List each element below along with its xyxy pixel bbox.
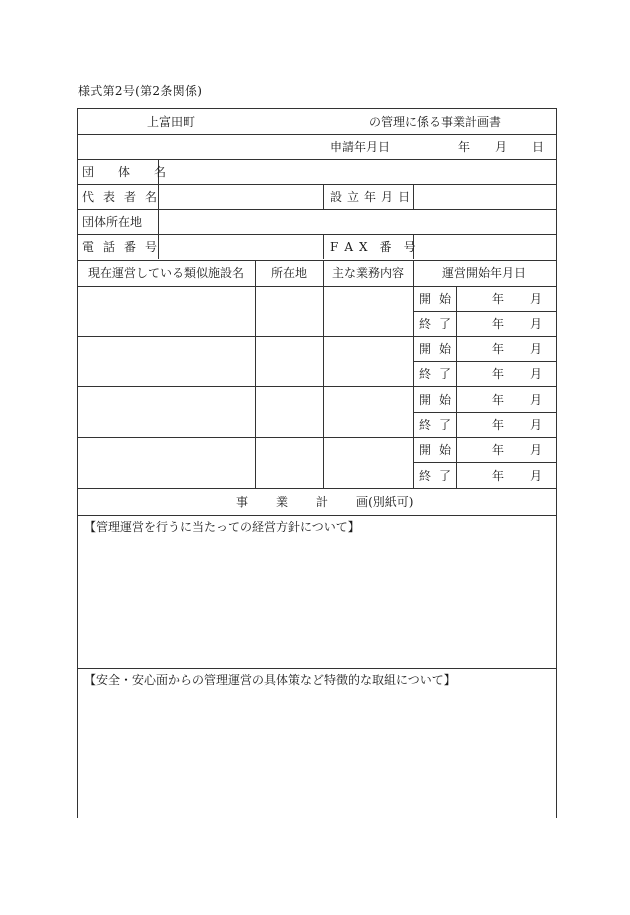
end-date-input[interactable] [457,463,556,487]
month-label: 月 [530,443,543,457]
year-label: 年 [492,292,505,306]
divider [323,234,324,259]
start-label: 開 始 [419,393,452,407]
facility-name-input[interactable] [79,438,254,487]
divider [78,260,556,261]
management-policy-input[interactable] [80,539,554,665]
location-header: 所在地 [270,266,308,280]
application-date-label: 申請年月日 [330,140,391,154]
facility-location-input[interactable] [256,438,322,487]
org-address-label: 団体所在地 [82,215,143,229]
phone-input[interactable] [159,235,322,259]
start-date-input[interactable] [457,387,556,411]
phone-label: 電 話 番 号 [82,240,158,254]
month-label: 月 [530,367,543,381]
facility-business-input[interactable] [324,337,412,385]
facility-name-input[interactable] [79,337,254,385]
org-name-input[interactable] [159,160,556,183]
year-label: 年 [492,469,505,483]
facility-location-input[interactable] [256,287,322,335]
management-policy-heading: 【管理運営を行うに当たっての経営方針について】 [84,520,360,534]
operation-period-header: 運営開始年月日 [441,266,527,280]
start-date-input[interactable] [457,287,556,310]
start-date-input[interactable] [457,438,556,461]
facility-name-input[interactable] [79,387,254,436]
start-date-input[interactable] [457,337,556,360]
month-label: 月 [530,393,543,407]
end-label: 終 了 [419,418,452,432]
year-label: 年 [492,342,505,356]
facility-business-input[interactable] [324,438,412,487]
safety-initiatives-heading: 【安全・安心面からの管理運営の具体策など特徴的な取組について】 [84,673,456,687]
divider [78,488,556,489]
facility-business-input[interactable] [324,287,412,335]
facility-location-input[interactable] [256,337,322,385]
year-label: 年 [492,317,505,331]
start-label: 開 始 [419,342,452,356]
end-label: 終 了 [419,317,452,331]
safety-initiatives-input[interactable] [80,692,554,817]
month-label: 月 [495,140,508,154]
document-title: の管理に係る事業計画書 [368,115,502,129]
month-label: 月 [530,342,543,356]
month-label: 月 [530,469,543,483]
end-label: 終 了 [419,367,452,381]
divider [413,260,414,488]
divider [78,668,556,669]
year-label: 年 [492,393,505,407]
start-label: 開 始 [419,292,452,306]
form-number: 様式第2号(第2条関係) [78,84,203,98]
town-name: 上富田町 [146,115,196,129]
business-plan-form [77,108,557,818]
org-address-input[interactable] [159,210,556,233]
month-label: 月 [530,418,543,432]
end-date-input[interactable] [457,312,556,335]
month-label: 月 [530,317,543,331]
end-label: 終 了 [419,469,452,483]
divider [78,134,556,135]
day-label: 日 [532,140,545,154]
year-label: 年 [492,443,505,457]
established-date-input[interactable] [414,185,556,208]
facility-name-input[interactable] [79,287,254,335]
end-date-input[interactable] [457,362,556,385]
year-label: 年 [458,140,471,154]
facility-location-input[interactable] [256,387,322,436]
business-plan-heading: 事 業 計 画(別紙可) [236,495,414,509]
divider [323,184,324,209]
org-name-label: 団 体 名 [82,165,167,179]
representative-input[interactable] [159,185,322,208]
main-business-header: 主な業務内容 [331,266,405,280]
divider [78,515,556,516]
start-label: 開 始 [419,443,452,457]
facility-business-input[interactable] [324,387,412,436]
fax-input[interactable] [414,235,556,259]
year-label: 年 [492,367,505,381]
fax-label: F A X 番 号 [330,240,416,254]
month-label: 月 [530,292,543,306]
year-label: 年 [492,418,505,432]
facility-name-header: 現在運営している類似施設名 [87,266,245,280]
end-date-input[interactable] [457,413,556,436]
representative-label: 代 表 者 名 [82,190,158,204]
established-date-label: 設 立 年 月 日 [330,190,411,204]
